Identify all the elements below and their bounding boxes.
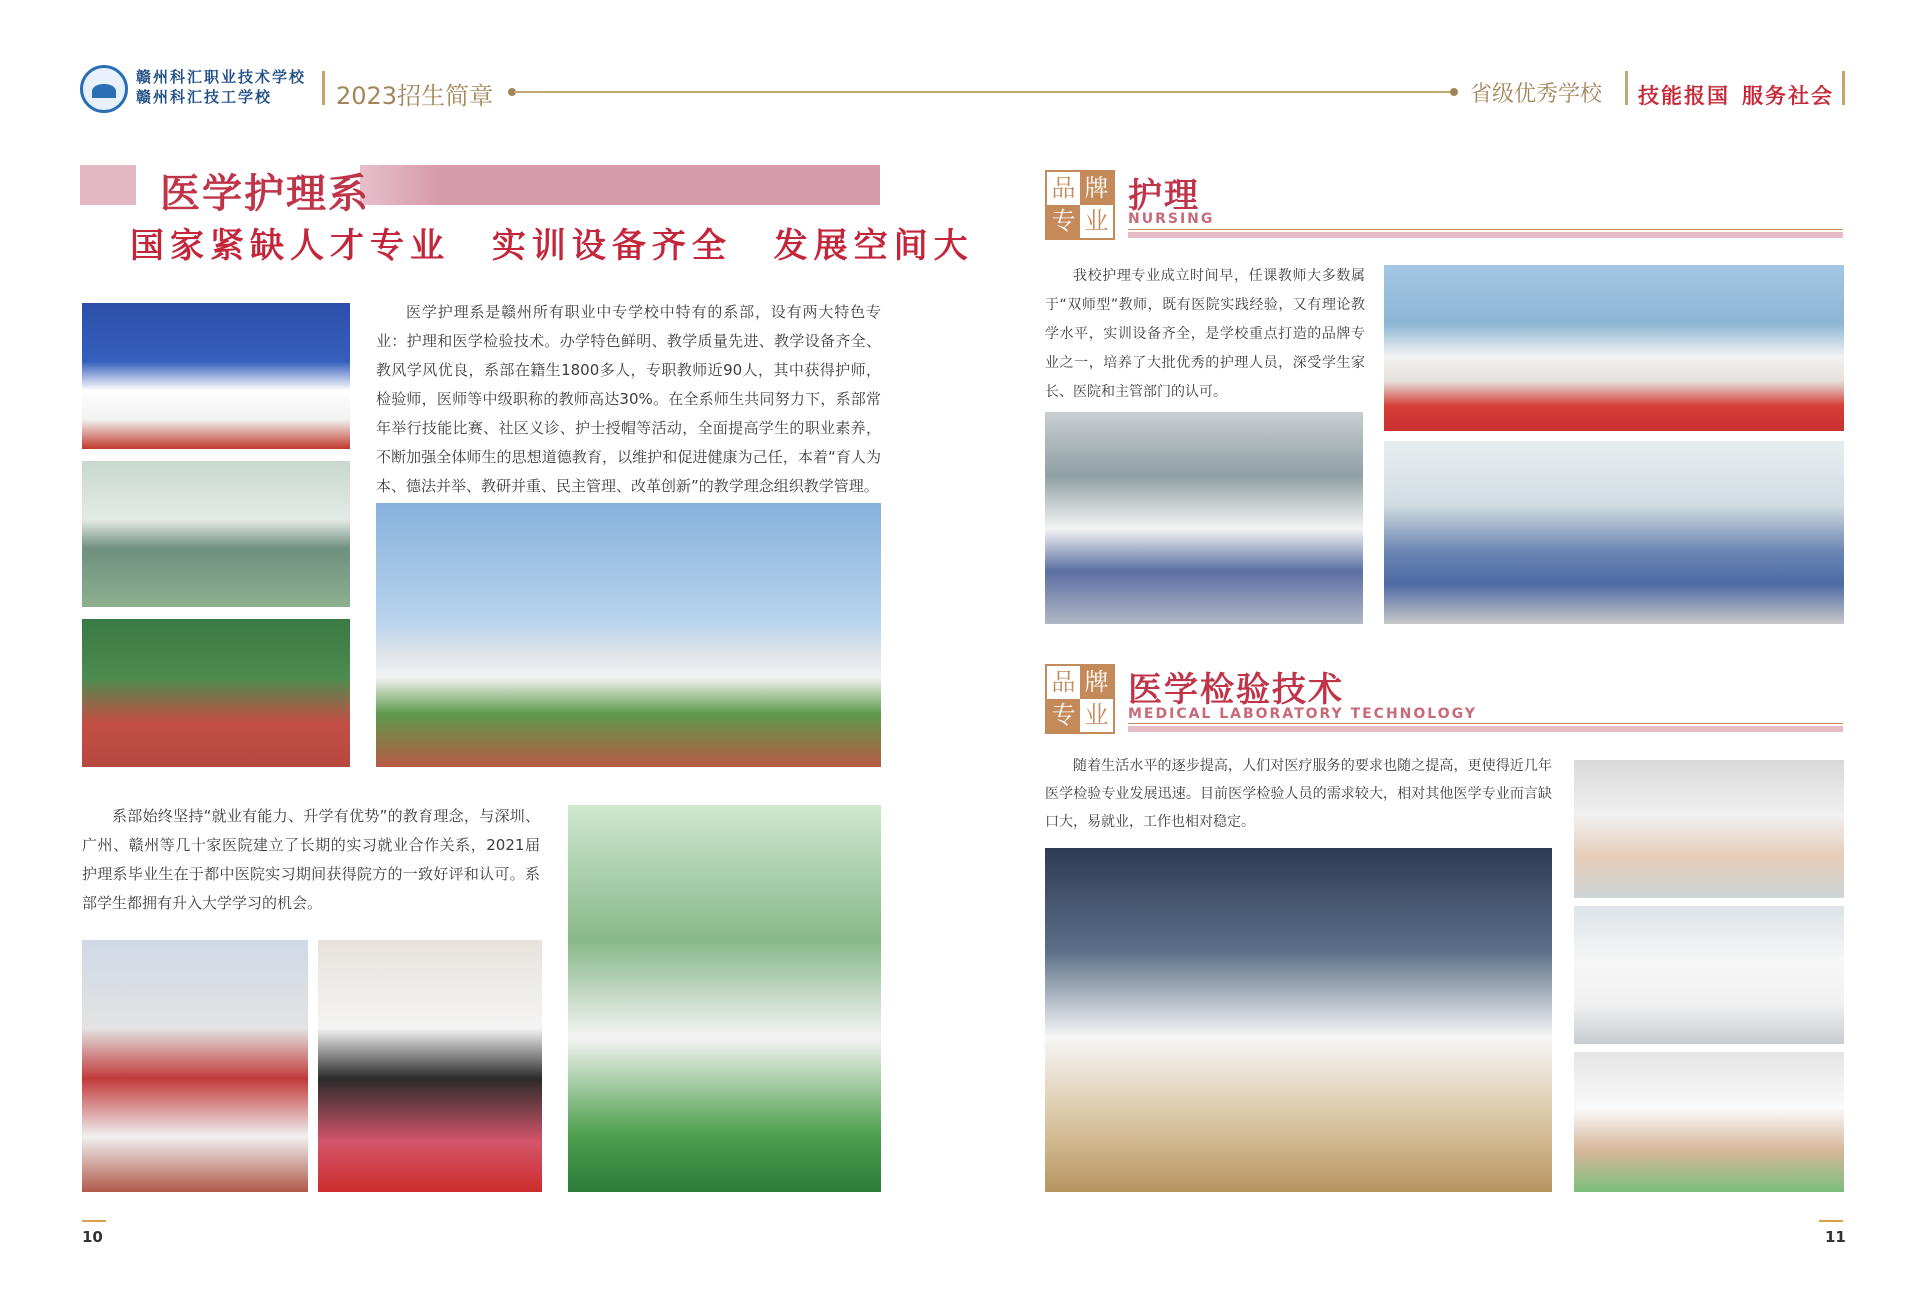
school-name-2: 赣州科汇技工学校 (136, 88, 273, 106)
dept-slogan: 国家紧缺人才专业 实训设备齐全 发展空间大 (130, 226, 974, 266)
page-number-bar-right (1819, 1220, 1843, 1222)
nursing-rule (1128, 229, 1843, 230)
intro-paragraph: 医学护理系是赣州所有职业中专学校中特有的系部，设有两大特色专业：护理和医学检验技术。办学特色鲜明、教学质量先进、教学设备齐全、教风学风优良，系部在籍生1800多人，专职教师近90人，其中获得护师，检验师，医师等中级职称的教师高达30%。在全系师生共同努力下，系部常年举行技能比赛、社区义诊、护士授帽等活动，全面提高学生的职业素养，不断加强全体师生的思想道德教育，以维护和促进健康为己任，本着“育人为本、德法并举、教研并重、民主管理、改革创新”的教学理念组织教学管理。 (376, 303, 881, 495)
employment-paragraph: 系部始终坚持“就业有能力、升学有优势”的教育理念，与深圳、广州、赣州等几十家医院建立了长期的实习就业合作关系，2021届护理系毕业生在于都中医院实习期间获得院方的一致好评和认可。系部学生都拥有升入大学学习的机会。 (82, 807, 540, 912)
header-rule (514, 91, 1454, 93)
brand-major-badge-lab (1045, 664, 1115, 734)
nursing-paragraph: 我校护理专业成立时间早，任课教师大多数属于“双师型”教师，既有医院实践经验，又有理论教学水平，实训设备齐全，是学校重点打造的品牌专业之一，培养了大批优秀的护理人员，深受学生家长、医院和主管部门的认可。 (1045, 268, 1365, 400)
photo-nursing-group (1384, 265, 1844, 431)
header-line-dot-right (1450, 88, 1458, 96)
photo-blood-pressure (568, 805, 881, 1192)
page-number-bar-left (82, 1220, 106, 1222)
lab-title: 医学检验技术 (1128, 670, 1344, 710)
lab-bar (1128, 726, 1843, 732)
header-divider-3 (1842, 71, 1845, 105)
header-divider (322, 71, 325, 105)
badge-char: 业 (1084, 207, 1109, 235)
school-name-1: 赣州科汇职业技术学校 (136, 68, 307, 86)
photo-parade (82, 940, 308, 1192)
badge-char: 业 (1084, 701, 1109, 729)
photo-ward-training (1045, 412, 1363, 624)
lab-subtitle: MEDICAL LABORATORY TECHNOLOGY (1128, 706, 1477, 722)
photo-lab-microscope (1045, 848, 1552, 1192)
badge-char: 专 (1047, 699, 1080, 732)
school-logo (80, 65, 128, 113)
badge-char: 牌 (1080, 666, 1113, 699)
lab-rule (1128, 723, 1843, 724)
badge-char: 专 (1047, 205, 1080, 238)
dept-title: 医学护理系 (160, 170, 370, 217)
photo-lab-centrifuge (1574, 906, 1844, 1044)
nursing-bar (1128, 232, 1843, 238)
photo-lab-hands (1574, 760, 1844, 898)
badge-char: 品 (1051, 668, 1076, 696)
brand-major-badge-nursing (1045, 170, 1115, 240)
photo-ward-room (1384, 441, 1844, 624)
lab-paragraph: 随着生活水平的逐步提高，人们对医疗服务的要求也随之提高，更使得近几年医学检验专业发展迅速。目前医学检验人员的需求较大，相对其他医学专业而言缺口大，易就业，工作也相对稳定。 (1045, 758, 1552, 830)
page-number-right: 11 (1825, 1228, 1846, 1246)
brochure-title: 2023招生简章 (336, 82, 494, 110)
school-rank: 省级优秀学校 (1470, 82, 1603, 107)
nursing-subtitle: NURSING (1128, 211, 1215, 227)
photo-free-clinic (318, 940, 542, 1192)
photo-skills-contest-group (82, 303, 350, 449)
slogan-1: 技能报国 (1638, 83, 1730, 108)
photo-lab-blood-draw (1574, 1052, 1844, 1192)
badge-char: 品 (1051, 174, 1076, 202)
photo-cpr-practice (82, 619, 350, 767)
badge-char: 牌 (1080, 172, 1113, 205)
header-divider-2 (1625, 71, 1628, 105)
page-number-left: 10 (82, 1228, 103, 1246)
slogan-2: 服务社会 (1742, 83, 1834, 108)
photo-field-exercise (376, 503, 881, 767)
nursing-title: 护理 (1128, 176, 1200, 216)
photo-training-classroom (82, 461, 350, 607)
